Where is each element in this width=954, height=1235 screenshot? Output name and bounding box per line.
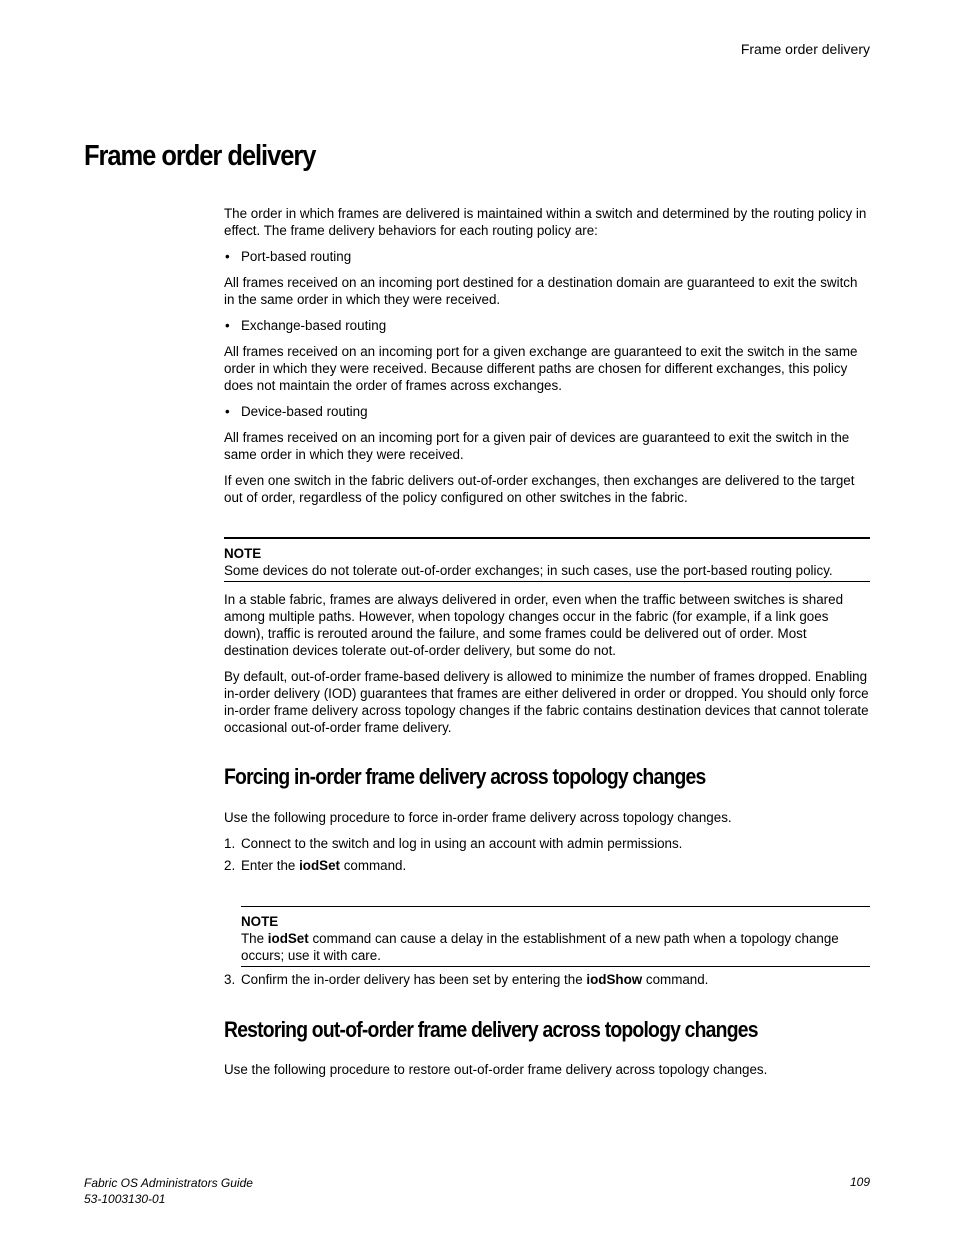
procedure-intro: Use the following procedure to restore out-of-order frame delivery across topology changes. — [224, 1062, 768, 1077]
command-iodset: iodSet — [299, 858, 340, 873]
forcing-procedure — [224, 809, 870, 874]
note-box — [224, 537, 870, 582]
step-3 — [224, 971, 870, 988]
note-label: NOTE — [241, 914, 279, 929]
step-text: Confirm the in-order delivery has been set by entering the — [241, 972, 587, 987]
step-1 — [224, 835, 870, 852]
document-number: 53-1003130-01 — [84, 1192, 166, 1206]
page-title: Frame order delivery — [84, 140, 316, 172]
note-box-iodset — [241, 906, 870, 967]
command-iodset: iodSet — [267, 931, 309, 946]
bullet-exchange-based: • Exchange-based routing — [224, 317, 870, 334]
note-text: Some devices do not tolerate out-of-order exchanges; in such cases, use the port-based routing policy. — [224, 563, 833, 578]
port-based-description: All frames received on an incoming port destined for a destination domain are guaranteed to exit the switch in the same order in which they were received. — [224, 275, 858, 307]
command-iodshow: iodShow — [586, 972, 643, 987]
step-text: Enter the — [241, 858, 300, 873]
section-title-restoring: Restoring out-of-order frame delivery across topology changes — [224, 1017, 758, 1042]
step-text: Connect to the switch and log in using an account with admin permissions. — [241, 836, 683, 851]
guide-title: Fabric OS Administrators Guide — [84, 1176, 253, 1190]
stable-fabric-paragraph: In a stable fabric, frames are always delivered in order, even when the traffic between switches is shared among multiple paths. However, when topology changes occur in the fabric (for example, if a link goes down), traffic is rerouted around the failure, and some frames could be delivered out of order. Most destination devices tolerate out-of-order delivery, but some do not. — [224, 592, 844, 658]
note-text — [241, 930, 870, 964]
intro-section — [224, 205, 870, 506]
note-text-part: command can cause a delay in the establishment of a new path when a topology change occurs; use it with care. — [241, 931, 839, 963]
out-of-order-paragraph: If even one switch in the fabric delivers out-of-order exchanges, then exchanges are delivered to the target out of order, regardless of the policy configured on other switches in the fabric. — [224, 473, 855, 505]
step-3-block — [224, 971, 870, 988]
procedure-intro: Use the following procedure to force in-order frame delivery across topology changes. — [224, 810, 732, 825]
restoring-procedure — [224, 1061, 870, 1078]
step-number: 2. — [224, 858, 236, 873]
bullet-device-based: • Device-based routing — [224, 403, 870, 420]
footer — [84, 1175, 253, 1207]
step-text: command. — [642, 972, 709, 987]
step-number: 1. — [224, 836, 236, 851]
stable-fabric-section — [224, 591, 870, 736]
step-number: 3. — [224, 972, 236, 987]
page-number: 109 — [849, 1175, 870, 1189]
intro-paragraph: The order in which frames are delivered is maintained within a switch and determined by the routing policy in effect. The frame delivery behaviors for each routing policy are: — [224, 206, 867, 238]
step-text: command. — [339, 858, 407, 873]
note-text-part: The — [241, 931, 268, 946]
device-based-description: All frames received on an incoming port for a given pair of devices are guaranteed to exit the switch in the same order in which they were received. — [224, 430, 850, 462]
default-delivery-paragraph: By default, out-of-order frame-based delivery is allowed to minimize the number of frames dropped. Enabling in-order delivery (IOD) guarantees that frames are either delivered in order or dropped. You should only force in-order frame delivery across topology changes if the fabric contains destination devices that cannot tolerate occasional out-of-order frame delivery. — [224, 669, 869, 735]
step-2 — [224, 857, 870, 874]
note-label: NOTE — [224, 546, 262, 561]
bullet-port-based: • Port-based routing — [224, 248, 870, 265]
section-title-forcing: Forcing in-order frame delivery across topology changes — [224, 764, 706, 789]
running-header: Frame order delivery — [740, 41, 870, 57]
exchange-based-description: All frames received on an incoming port for a given exchange are guaranteed to exit the switch in the same order in which they were received. Because different paths are chosen for different exchanges, this policy does not maintain the order of frames across exchanges. — [224, 344, 858, 393]
